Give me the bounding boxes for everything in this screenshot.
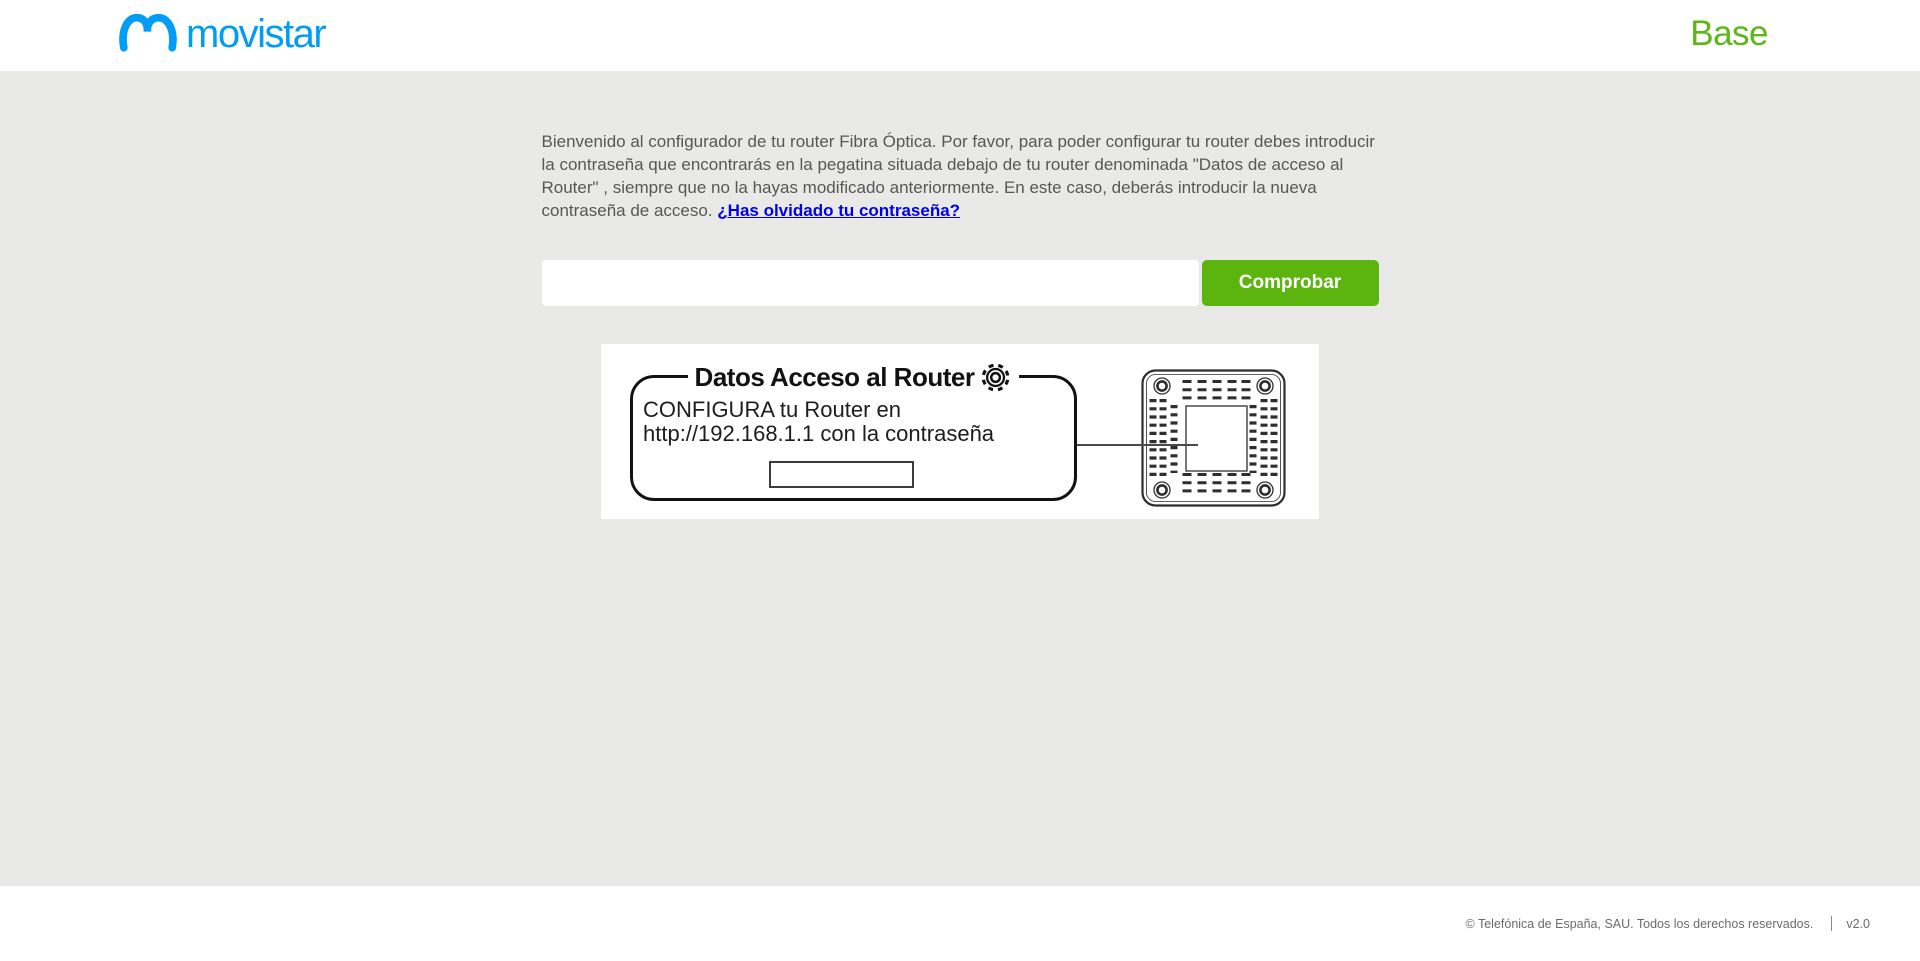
intro-paragraph: [542, 130, 1379, 222]
connector-line: [1074, 444, 1198, 446]
product-name: Base: [1690, 14, 1768, 53]
movistar-m-icon: [118, 10, 178, 56]
content-column: [542, 130, 1379, 519]
movistar-wordmark: movistar: [186, 12, 326, 56]
password-form: [542, 260, 1379, 306]
main-area: [0, 71, 1920, 886]
sticker-password-box: [769, 461, 914, 488]
version-label: v2.0: [1846, 916, 1870, 931]
sticker-line1: CONFIGURA tu Router en: [643, 397, 901, 422]
forgot-password-link[interactable]: ¿Has olvidado tu contraseña?: [717, 201, 961, 220]
footer-divider: [1831, 916, 1832, 931]
copyright-text: © Telefónica de España, SAU. Todos los derechos reservados.: [1465, 916, 1814, 931]
sticker-legend: [688, 361, 1020, 394]
comprobar-button[interactable]: Comprobar: [1202, 260, 1379, 306]
sticker-line2: http://192.168.1.1 con la contraseña: [643, 421, 995, 446]
router-sticker-illustration: [601, 344, 1319, 519]
router-bottom-icon: [1141, 369, 1286, 507]
footer: [0, 886, 1920, 961]
gear-icon: [979, 361, 1012, 394]
movistar-logo[interactable]: [118, 10, 325, 56]
access-data-sticker: [630, 362, 1077, 501]
header: [0, 0, 1920, 71]
sticker-title: Datos Acceso al Router: [694, 362, 975, 392]
intro-text: Bienvenido al configurador de tu router Fibra Óptica. Por favor, para poder configurar tu router debes introducir la contraseña que encontrarás en la pegatina situada debajo de tu router denominada "Datos de acceso al Router" , siempre que no la hayas modificado anteriormente. En este caso, deberás introducir la nueva contraseña de acceso.: [541, 132, 1375, 220]
password-input[interactable]: [542, 260, 1199, 306]
